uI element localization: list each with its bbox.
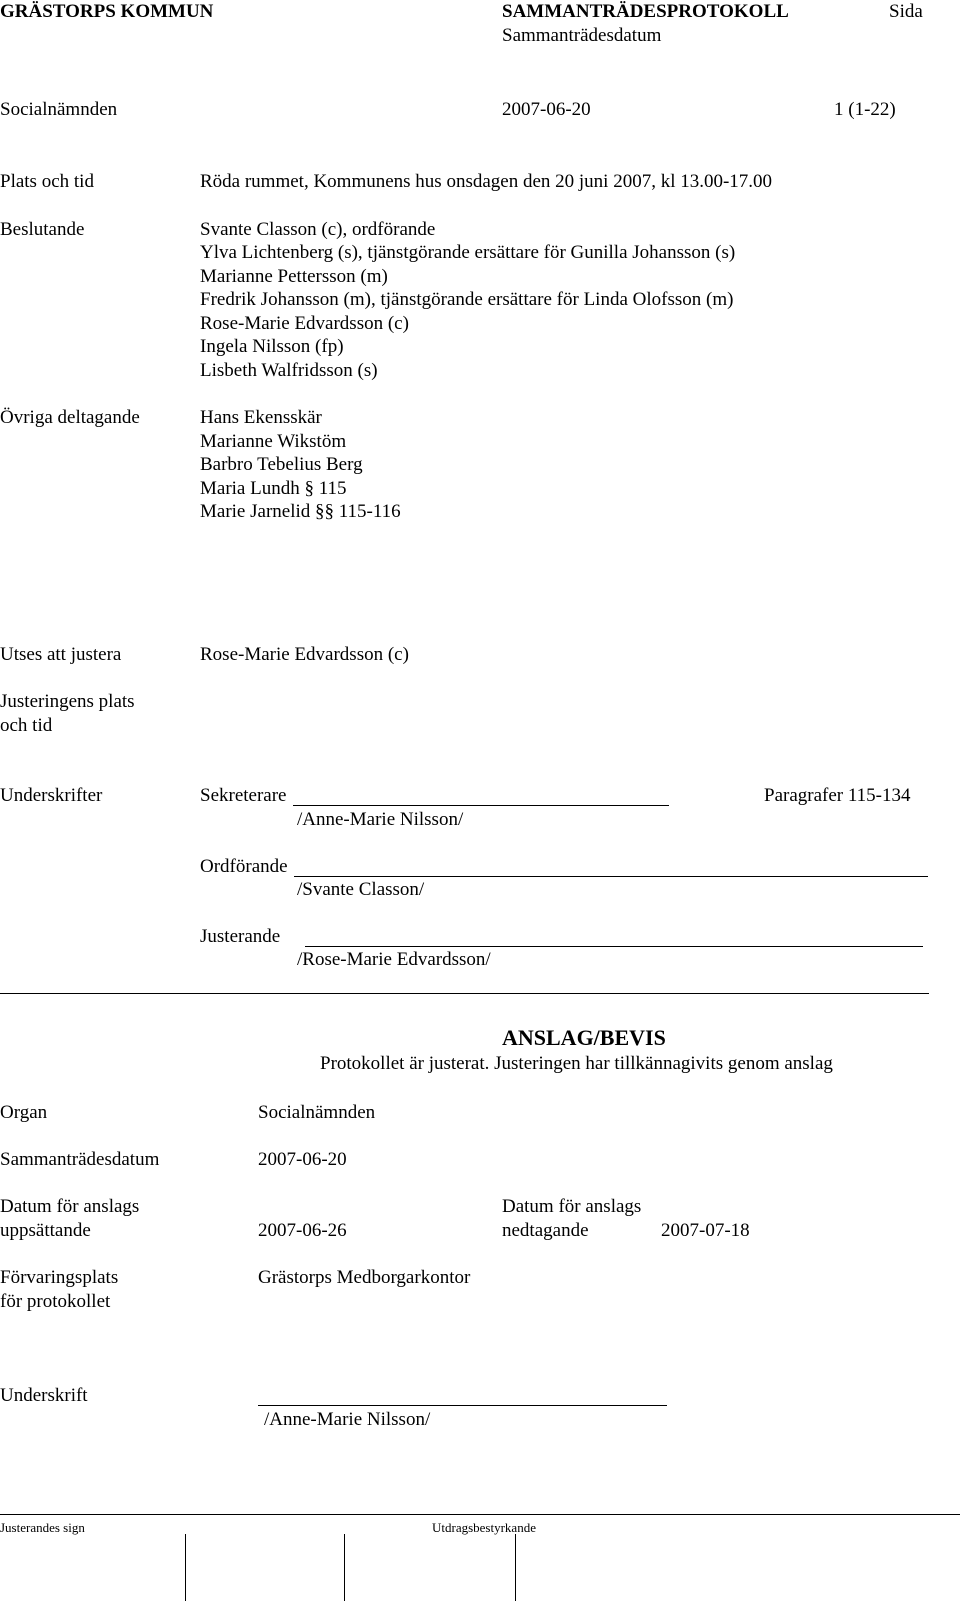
- decision-maker: Rose-Marie Edvardsson (c): [200, 313, 409, 334]
- organ-value: Socialnämnden: [258, 1102, 376, 1123]
- committee-name: Socialnämnden: [0, 99, 118, 120]
- sign-box-divider: [344, 1534, 345, 1601]
- participant: Hans Ekensskär: [200, 407, 322, 428]
- page-number: 1 (1-22): [834, 99, 896, 120]
- decision-maker: Fredrik Johansson (m), tjänstgörande ersättare för Linda Olofsson (m): [200, 289, 734, 310]
- adjusters-sign-label: Justerandes sign: [0, 1520, 85, 1535]
- footer-divider: [0, 1514, 960, 1515]
- secretary-name: /Anne-Marie Nilsson/: [297, 809, 464, 830]
- document-type: SAMMANTRÄDESPROTOKOLL: [502, 1, 789, 22]
- other-participants-label: Övriga deltagande: [0, 407, 140, 428]
- notice-meeting-date-label: Sammanträdesdatum: [0, 1149, 160, 1170]
- signature-label: Underskrift: [0, 1385, 88, 1406]
- decision-makers-label: Beslutande: [0, 219, 85, 240]
- meeting-date: 2007-06-20: [502, 99, 591, 120]
- chair-label: Ordförande: [200, 856, 288, 877]
- adjuster-signature-line: [305, 946, 923, 947]
- decision-maker: Marianne Pettersson (m): [200, 266, 388, 287]
- notice-meeting-date-value: 2007-06-20: [258, 1149, 347, 1170]
- participant: Barbro Tebelius Berg: [200, 454, 363, 475]
- place-time-value: Röda rummet, Kommunens hus onsdagen den 20 juni 2007, kl 13.00-17.00: [200, 171, 773, 192]
- adjuster-name: /Rose-Marie Edvardsson/: [297, 949, 491, 970]
- chair-signature-line: [294, 876, 928, 877]
- decision-maker: Svante Classon (c), ordförande: [200, 219, 436, 240]
- place-time-label: Plats och tid: [0, 171, 94, 192]
- posted-date: 2007-06-26: [258, 1220, 347, 1241]
- page-label: Sida: [889, 1, 923, 22]
- sign-box-divider: [515, 1534, 516, 1601]
- posted-label-2: uppsättande: [0, 1220, 91, 1241]
- sign-box-divider: [185, 1534, 186, 1601]
- adjuster-label: Utses att justera: [0, 644, 122, 665]
- extract-cert-label: Utdragsbestyrkande: [432, 1520, 536, 1535]
- meeting-date-label: Sammanträdesdatum: [502, 25, 662, 46]
- section-divider: [0, 993, 929, 994]
- chair-name: /Svante Classon/: [297, 879, 425, 900]
- storage-label: Förvaringsplats: [0, 1267, 119, 1288]
- participant: Marianne Wikstöm: [200, 431, 347, 452]
- notice-text: Protokollet är justerat. Justeringen har tillkännagivits genom anslag: [320, 1053, 833, 1074]
- adjuster-sign-label: Justerande: [200, 926, 281, 947]
- decision-maker: Lisbeth Walfridsson (s): [200, 360, 378, 381]
- paragraphs: Paragrafer 115-134: [764, 785, 911, 806]
- removed-label-2: nedtagande: [502, 1220, 589, 1241]
- signature-line: [258, 1405, 667, 1406]
- participant: Maria Lundh § 115: [200, 478, 347, 499]
- notice-title: ANSLAG/BEVIS: [502, 1025, 666, 1050]
- removed-label: Datum för anslags: [502, 1196, 642, 1217]
- adjuster-value: Rose-Marie Edvardsson (c): [200, 644, 409, 665]
- storage-value: Grästorps Medborgarkontor: [258, 1267, 471, 1288]
- participant: Marie Jarnelid §§ 115-116: [200, 501, 401, 522]
- decision-maker: Ingela Nilsson (fp): [200, 336, 344, 357]
- secretary-label: Sekreterare: [200, 785, 287, 806]
- removed-date: 2007-07-18: [661, 1220, 750, 1241]
- storage-label-2: för protokollet: [0, 1291, 111, 1312]
- posted-label: Datum för anslags: [0, 1196, 140, 1217]
- adjust-place-label-2: och tid: [0, 715, 53, 736]
- decision-maker: Ylva Lichtenberg (s), tjänstgörande ersättare för Gunilla Johansson (s): [200, 242, 736, 263]
- signature-name: /Anne-Marie Nilsson/: [264, 1409, 431, 1430]
- municipality-name: GRÄSTORPS KOMMUN: [0, 1, 214, 22]
- organ-label: Organ: [0, 1102, 48, 1123]
- signatures-label: Underskrifter: [0, 785, 103, 806]
- secretary-signature-line: [293, 805, 669, 806]
- adjust-place-label: Justeringens plats: [0, 691, 135, 712]
